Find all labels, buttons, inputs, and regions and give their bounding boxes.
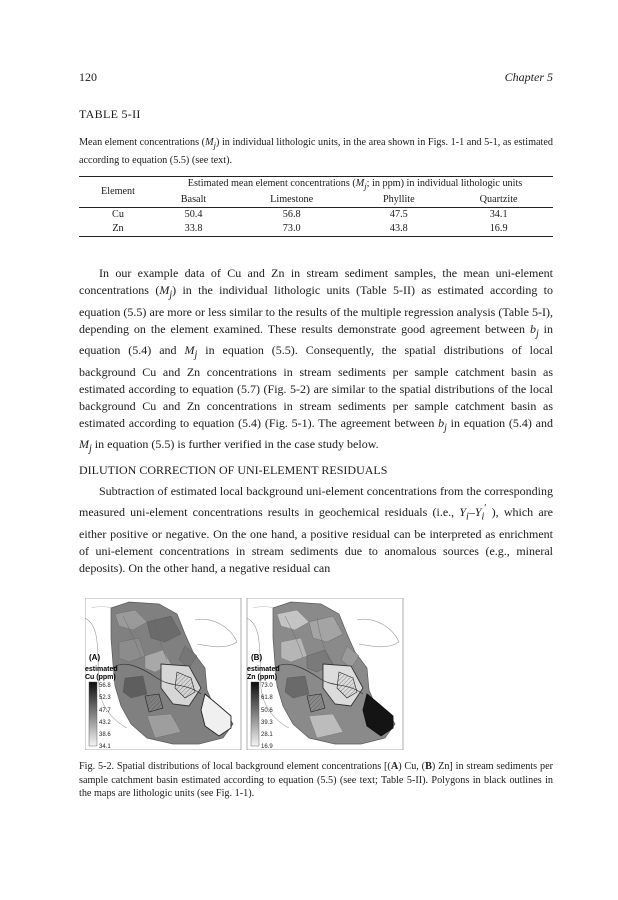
- col-group-header: Estimated mean element concentrations ($M_j$; in ppm) in individual lithologic units: [157, 177, 553, 194]
- page-number: 120: [79, 70, 97, 84]
- panel-b-tick: 61.8: [261, 695, 273, 701]
- panel-b-tick: 73.0: [261, 683, 273, 689]
- table-cell: 50.4: [184, 209, 203, 221]
- body-paragraph-1: In our example data of Cu and Zn in stream sediment samples, the mean uni-element concentrations $(M_j)$ in the individual lithologic units (Table 5-II) as estimated according to equation (5.5) are more or less similar to the results of the multiple regression analysis (Table 5-I), depending on the element examined. These results demonstrate good agreement between $b_j$ in equation (5.4) and $M_j$ in equation (5.5). Consequently, the spatial distributions of local background Cu and Zn concentrations in stream sediments per sample catchment basin as estimated according to equation (5.7) (Fig. 5-2) are similar to the spatial distributions of the local background Cu and Zn concentrations in stream sediments per sample catchment basin as estimated according to equation (5.4) (Fig. 5-1). The agreement between $b_j$ in equation (5.4) and $M_j$ in equation (5.5) is further verified in the case study below.: [79, 266, 554, 455]
- panel-a-legend-unit: Cu (ppm): [85, 674, 116, 681]
- table-label: TABLE 5-II: [79, 107, 141, 121]
- table-row: [79, 222, 553, 237]
- col-header-quartzite: Quartzite: [444, 193, 553, 208]
- row-element: Zn: [79, 222, 157, 237]
- running-header-chapter: Chapter 5: [504, 70, 553, 84]
- panel-a-tick: 34.1: [99, 744, 111, 750]
- panel-a-tick: 56.8: [99, 683, 111, 689]
- row-element: Cu: [112, 209, 124, 221]
- table-cell: 16.9: [444, 222, 553, 237]
- concentration-table: [79, 176, 553, 237]
- panel-a-tick: 38.6: [99, 732, 111, 738]
- table-cell: 34.1: [489, 209, 508, 221]
- panel-b-tick: 50.6: [261, 708, 273, 714]
- panel-a-tick: 52.3: [99, 695, 111, 701]
- table-cell: 73.0: [230, 222, 353, 237]
- panel-b-label: (B): [251, 653, 263, 662]
- map-panel-a: [85, 598, 241, 750]
- table-cell: 43.8: [353, 222, 444, 237]
- table-caption: Mean element concentrations $(M_j)$ in individual lithologic units, in the area shown in Figs. 1-1 and 5-1, as estimated according to equation (5.5) (see text).: [79, 137, 553, 167]
- table-cell: 47.5: [389, 209, 408, 221]
- panel-b-legend-unit: Zn (ppm): [247, 674, 277, 681]
- panel-a-legend-title: estimated: [85, 666, 118, 673]
- panel-a-label: (A): [89, 653, 101, 662]
- map-panel-b: [247, 598, 403, 750]
- panel-b-legend-title: estimated: [247, 666, 280, 673]
- col-header-phyllite: Phyllite: [353, 193, 444, 208]
- col-header-basalt: Basalt: [157, 193, 230, 208]
- col-header-element: Element: [79, 177, 157, 208]
- panel-a-color-ramp: [89, 682, 97, 746]
- col-header-limestone: Limestone: [230, 193, 353, 208]
- panel-a-tick: 47.7: [99, 708, 111, 714]
- panel-b-tick: 16.9: [261, 744, 273, 750]
- table-row: [79, 208, 553, 223]
- section-heading: DILUTION CORRECTION OF UNI-ELEMENT RESIDUALS: [79, 463, 388, 477]
- figure-caption: Fig. 5-2. Spatial distributions of local background element concentrations [(A) Cu, (B) Zn] in stream sediments per sample catchment basin estimated according to equation (5.5) (see text; Table 5-II). Polygons in black outlines in the maps are lithologic units (see Fig. 1-1).: [79, 761, 553, 800]
- panel-a-tick: 43.2: [99, 720, 111, 726]
- panel-b-color-ramp: [251, 682, 259, 746]
- table-cell: 56.8: [282, 209, 301, 221]
- body-paragraph-2: Subtraction of estimated local background uni-element concentrations from the corresponding measured uni-element concentrations results in geochemical residuals (i.e., $Y_i-Y_i'$ ), which are either positive or negative. On the one hand, a positive residual can be interpreted as enrichment of uni-element concentrations in stream sediments due to anomalous sources (e.g., mineral deposits). On the other hand, a negative residual can: [79, 484, 553, 575]
- figure-5-2-maps: [85, 598, 405, 750]
- panel-b-tick: 28.1: [261, 732, 273, 738]
- table-cell: 33.8: [157, 222, 230, 237]
- panel-b-tick: 39.3: [261, 720, 273, 726]
